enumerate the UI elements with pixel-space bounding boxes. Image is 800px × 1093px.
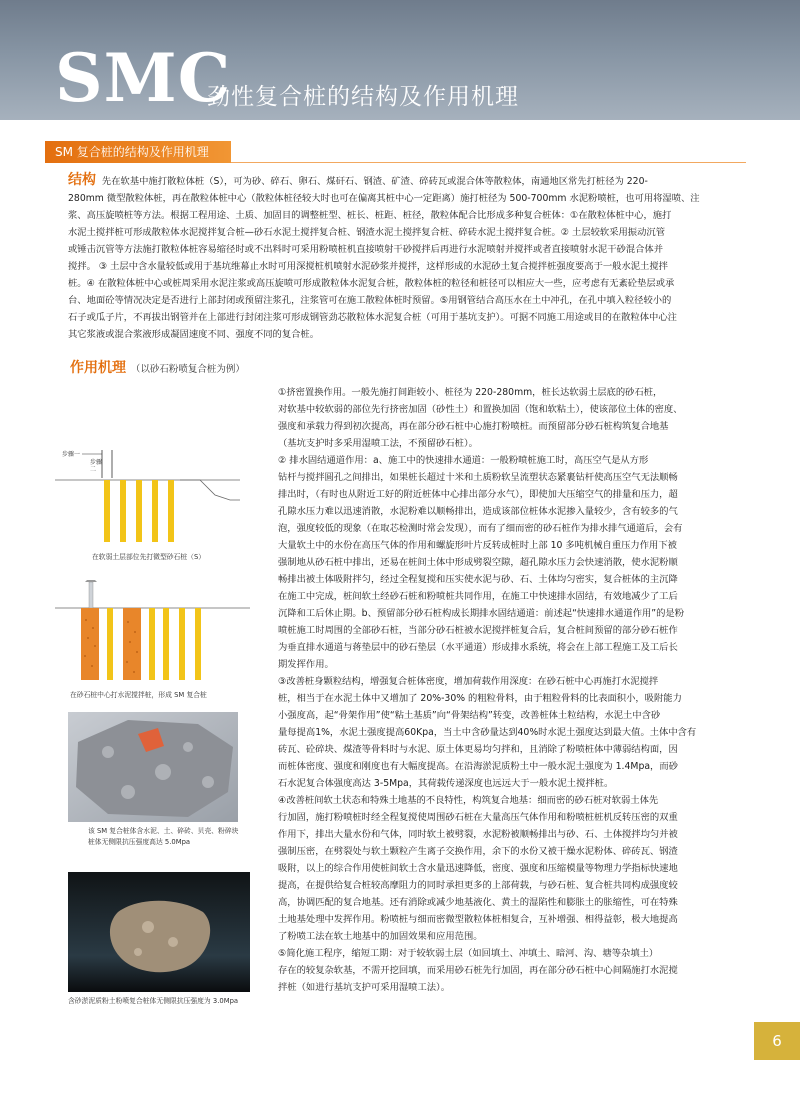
sand-pile-5 xyxy=(195,608,201,680)
mechanism-line: 而桩体密度、强度和刚度也有大幅度提高。在沿海淤泥质粉土中一般水泥土强度为 1.4Mpa，而砂 xyxy=(278,761,678,772)
mechanism-note: （以砂石粉喷复合桩为例） xyxy=(130,364,245,375)
mechanism-paragraph xyxy=(278,384,740,996)
fig1-label-step1: 步骤一 xyxy=(62,451,81,458)
mechanism-line: 行加固，施打粉喷桩时经全程复搅使周围砂石桩在大量高压气体作用和粉喷桩桩机反转压密的双重 xyxy=(278,812,678,823)
structure-line-5: 搅拌。 ③ 土层中含水量较低或用于基坑维幕止水时可用深搅桩机喷射水泥砂浆并搅拌，这样形成的水泥砂土复合搅拌桩强度要高于一般水泥土搅拌 xyxy=(68,261,668,272)
mechanism-line: 拌桩（如进行基坑支护可采用湿喷工法）。 xyxy=(278,982,450,993)
mechanism-line: 为垂直排水通道与蒋垫层中的砂石垫层（水平通道）形成排水系统，将会在上部工程施工及工后长 xyxy=(278,642,678,653)
sand-pile-1 xyxy=(107,608,113,680)
mechanism-line: 提高，在提供给复合桩较高摩阻力的同时承担更多的上部荷载，与砂石桩、复合桩共同构成强度较 xyxy=(278,880,678,891)
structure-line-3: 水泥土搅拌桩可形成散粒体水泥搅拌复合桩—砂石水泥土搅拌复合桩、钢渣水泥土搅拌复合桩、碎砖水泥土搅拌复合桩。② 土层较软采用振动沉管 xyxy=(68,227,665,238)
slope-line xyxy=(180,480,240,500)
mechanism-line: 吸附，以上的综合作用使桩间软土含水量迅速降低，密度、强度和压缩模量等物理力学指标快速地 xyxy=(278,863,678,874)
fig1-label-step2: 步骤 xyxy=(90,459,103,466)
structure-line-4: 或锤击沉管等方法施打散粒体桩容易缩径时或不出料时可采用粉喷桩机直接喷射干砂搅拌后再进行水泥喷射并搅拌或者直接喷射水泥干砂混合体并 xyxy=(68,244,664,255)
mechanism-line: 喷桩施工时周围的全部砂石桩，当部分砂石桩被水泥搅拌桩复合后，复合桩间预留的部分砂石桩作 xyxy=(278,625,678,636)
mechanism-line: 砖瓦、砼碎块、煤渣等骨料时与水泥、原土体更易均匀拌和，且消除了粉喷桩体中薄弱结构面，因 xyxy=(278,744,678,755)
figure-1-caption: 在软弱土层部位先打微型砂石桩（S） xyxy=(92,553,206,561)
mechanism-line: 了粉喷工法在软土地基中的加固效果和应用范围。 xyxy=(278,931,483,942)
figure-core-sample-photo xyxy=(68,712,238,822)
mechanism-line: 在施工中完成，桩间软土经砂石桩和粉喷桩共同作用，在施工中快速排水固结，有效地减少了工后 xyxy=(278,591,678,602)
mechanism-line: 强制压密，在劈裂处与软土颗粒产生离子交换作用，余下的水份又被干燥水泥粉体、碎砖瓦、钢渣 xyxy=(278,846,678,857)
mechanism-line: ⑤简化施工程序，缩短工期：对于较软弱土层（如回填土、冲填土、暗河、沟、塘等杂填土） xyxy=(278,948,659,959)
sand-pile-4 xyxy=(179,608,185,680)
mechanism-line: 强制地从砂石桩中排出，还易在桩间土体中形成劈裂空隙，超孔隙水压力会快速消散，使水泥粉顺 xyxy=(278,557,678,568)
mechanism-line: （基坑支护时多采用湿喷工法，不预留砂石桩）。 xyxy=(278,438,478,449)
drill-rod xyxy=(89,582,93,608)
structure-line-8: 石子或瓜子片，不再拔出钢管并在上部进行封闭注浆可形成钢管劲芯散粒体水泥复合桩（可用于基坑支护）。可据不同施工用途或目的在散粒体中心注 xyxy=(68,312,677,323)
mechanism-line: 大量软土中的水份在高压气体的作用和螺旋形叶片反转成桩时上部 10 多吨机械自重压力作用下被 xyxy=(278,540,677,551)
mechanism-line: ①挤密置换作用。一般先施打间距较小、桩径为 220-280mm，桩长达软弱土层底的砂石桩， xyxy=(278,387,663,398)
mechanism-line: ② 排水固结通道作用：a、施工中的快速排水通道：一般粉喷桩施工时，高压空气是从方形 xyxy=(278,455,649,466)
mechanism-line: 存在的较复杂软基，不需开挖回填，而采用砂石桩先行加固，再在部分砂石桩中心间隔施打水泥搅 xyxy=(278,965,678,976)
structure-line-0: 结构 先在软基中施打散粒体桩（S），可为砂、碎石、卵石、煤矸石、钢渣、矿渣、碎砖瓦或混合体等散粒体，南通地区常先打桩径为 220- xyxy=(68,172,648,188)
mechanism-line: 沉降和工后休止期。b、预留部分砂石桩构成长期排水固结通道：前述起“快速排水通道作用”的是粉 xyxy=(278,608,685,619)
mechanism-line: 对软基中较软弱的部位先行挤密加固（砂性土）和置换加固（饱和软粘土），使该部位土体的密度、 xyxy=(278,404,683,415)
figure-4-caption: 含砂淤泥质粉土粉喷复合桩体无侧限抗压强度为 3.0Mpa xyxy=(68,997,239,1005)
mechanism-heading xyxy=(70,357,245,377)
structure-line-2: 浆、高压旋喷桩等方法。根据工程用途、土质、加固目的调整桩型、桩长、桩距、桩径，散粒体配合比形成多种复合桩体：①在散粒体桩中心，施打 xyxy=(68,210,672,221)
section-divider xyxy=(231,162,746,163)
sand-pile-2 xyxy=(120,480,126,542)
structure-line-9: 其它浆液或混合浆液形成凝固速度不同、强度不同的复合桩。 xyxy=(68,329,320,340)
mechanism-line: 桩，相当于在水泥土体中又增加了 20%-30% 的粗粒骨料，由于粗粒骨料的比表面积小，吸附能力 xyxy=(278,693,682,704)
structure-line-7: 台、地面砼等情况决定是否进行上部封闭或预留注浆孔，注浆管可在施工散粒体桩时预留。⑤用钢管结合高压水在土中冲孔，在孔中填入粒径较小的 xyxy=(68,295,672,306)
mechanism-line: 孔隙水压力难以迅速消散，水泥粉难以顺畅排出，造成该部位桩体水泥掺入量较少，含有较多的气 xyxy=(278,506,678,517)
mechanism-line: 排出时，（有时也从附近工好的附近桩体中心排出部分水气），即使加大压缩空气的排量和压力，超 xyxy=(278,489,678,500)
sand-pile-3 xyxy=(163,608,169,680)
mechanism-line: 畅排出被土体吸附拌匀，经过全程复搅和压实使水泥与砂、石、土体均匀密实，复合桩体的主沉降 xyxy=(278,574,678,585)
sand-pile-1 xyxy=(104,480,110,542)
figure-2-caption: 在砂石桩中心打水泥搅拌桩，形成 SM 复合桩 xyxy=(70,691,207,699)
sand-pile-5 xyxy=(168,480,174,542)
structure-lead: 结构 xyxy=(68,172,96,188)
mechanism-line: 土地基处理中发挥作用。粉喷桩与细而密微型散粒体桩相复合，互补增强、相得益彰，极大地提高 xyxy=(278,914,678,925)
section-tag: SM 复合桩的结构及作用机理 xyxy=(45,141,231,163)
mechanism-line: 作用下，排出大量水份和气体，同时软土被劈裂，水泥粉被顺畅排出与砂、石、土体搅拌均匀并被 xyxy=(278,829,678,840)
structure-line-1: 280mm 微型散粒体桩，再在散粒体桩中心（散粒体桩径较大时也可在偏离其桩中心一定距离）施打桩径为 500-700mm 水泥粉喷桩，也可用将湿喷、注 xyxy=(68,193,700,204)
mechanism-line: 泡，强度较低的现象（在取芯检测时常会发现），而有了细而密的砂石桩作为排水排气通道后，会有 xyxy=(278,523,683,534)
page-title: 劲性复合桩的结构及作用机理 xyxy=(207,84,519,110)
sand-pile-4 xyxy=(152,480,158,542)
sand-pile-3 xyxy=(136,480,142,542)
fig1-label-step2b: 二 xyxy=(90,466,97,473)
mechanism-line: 期发挥作用。 xyxy=(278,659,334,670)
mechanism-line: ④改善桩间软土状态和特殊土地基的不良特性，构筑复合地基：细而密的砂石桩对软弱土体先 xyxy=(278,795,659,806)
structure-line-6: 桩。④ 在散粒体桩中心或桩周采用水泥注浆或高压旋喷可形成散粒体水泥复合桩，散粒体桩的粒径和桩径可以相应大一些，应考虑有无紊砼垫层或承 xyxy=(68,278,675,289)
mechanism-line: 量每提高1%，水泥土强度提高60Kpa，当土中含砂量达到40%时水泥土强度达到最大值。土体中含有 xyxy=(278,727,697,738)
cement-pile-1 xyxy=(81,608,99,680)
figure-sm-composite-pile xyxy=(55,580,255,685)
mechanism-line: 石水泥复合体强度高达 3-5Mpa，其荷载传递深度也远远大于一般水泥土搅拌桩。 xyxy=(278,778,614,789)
header-banner xyxy=(0,0,800,120)
mechanism-line: 强度和承载力得到初次提高，再在部分砂石桩中心施打粉喷桩。而预留部分砂石桩构筑复合地基 xyxy=(278,421,669,432)
figure-silt-sample-photo xyxy=(68,872,250,992)
cement-pile-2 xyxy=(123,608,141,680)
page-number: 6 xyxy=(754,1022,800,1060)
mechanism-line: ③改善桩身颗粒结构，增强复合桩体密度，增加荷载作用深度：在砂石桩中心再施打水泥搅拌 xyxy=(278,676,659,687)
structure-paragraph xyxy=(68,172,728,343)
sand-pile-2 xyxy=(149,608,155,680)
smc-logo: SMC xyxy=(55,39,232,117)
figure-sand-pile-step-one xyxy=(50,440,250,550)
mechanism-line: 钻杆与搅拌圆孔之间排出，如果桩长超过十米和土质粉软呈流塑状态紧裹钻杆使高压空气无法顺畅 xyxy=(278,472,678,483)
mechanism-line: 小强度高，起“骨架作用”使“粘土基质”向“骨架结构”转变，改善桩体土粒结构，水泥土中含砂 xyxy=(278,710,661,721)
figure-3-caption: 该 SM 复合桩体含水泥、土、碎砖、贝壳、粉碎块 桩体无侧限抗压强度高达 5.0Mpa xyxy=(88,827,239,846)
mechanism-line: 高，协调匹配的复合地基。还有消除或减少地基液化、黄土的湿陷性和膨胀土的胀缩性，可在特殊 xyxy=(278,897,678,908)
mechanism-lead: 作用机理 xyxy=(70,360,126,376)
